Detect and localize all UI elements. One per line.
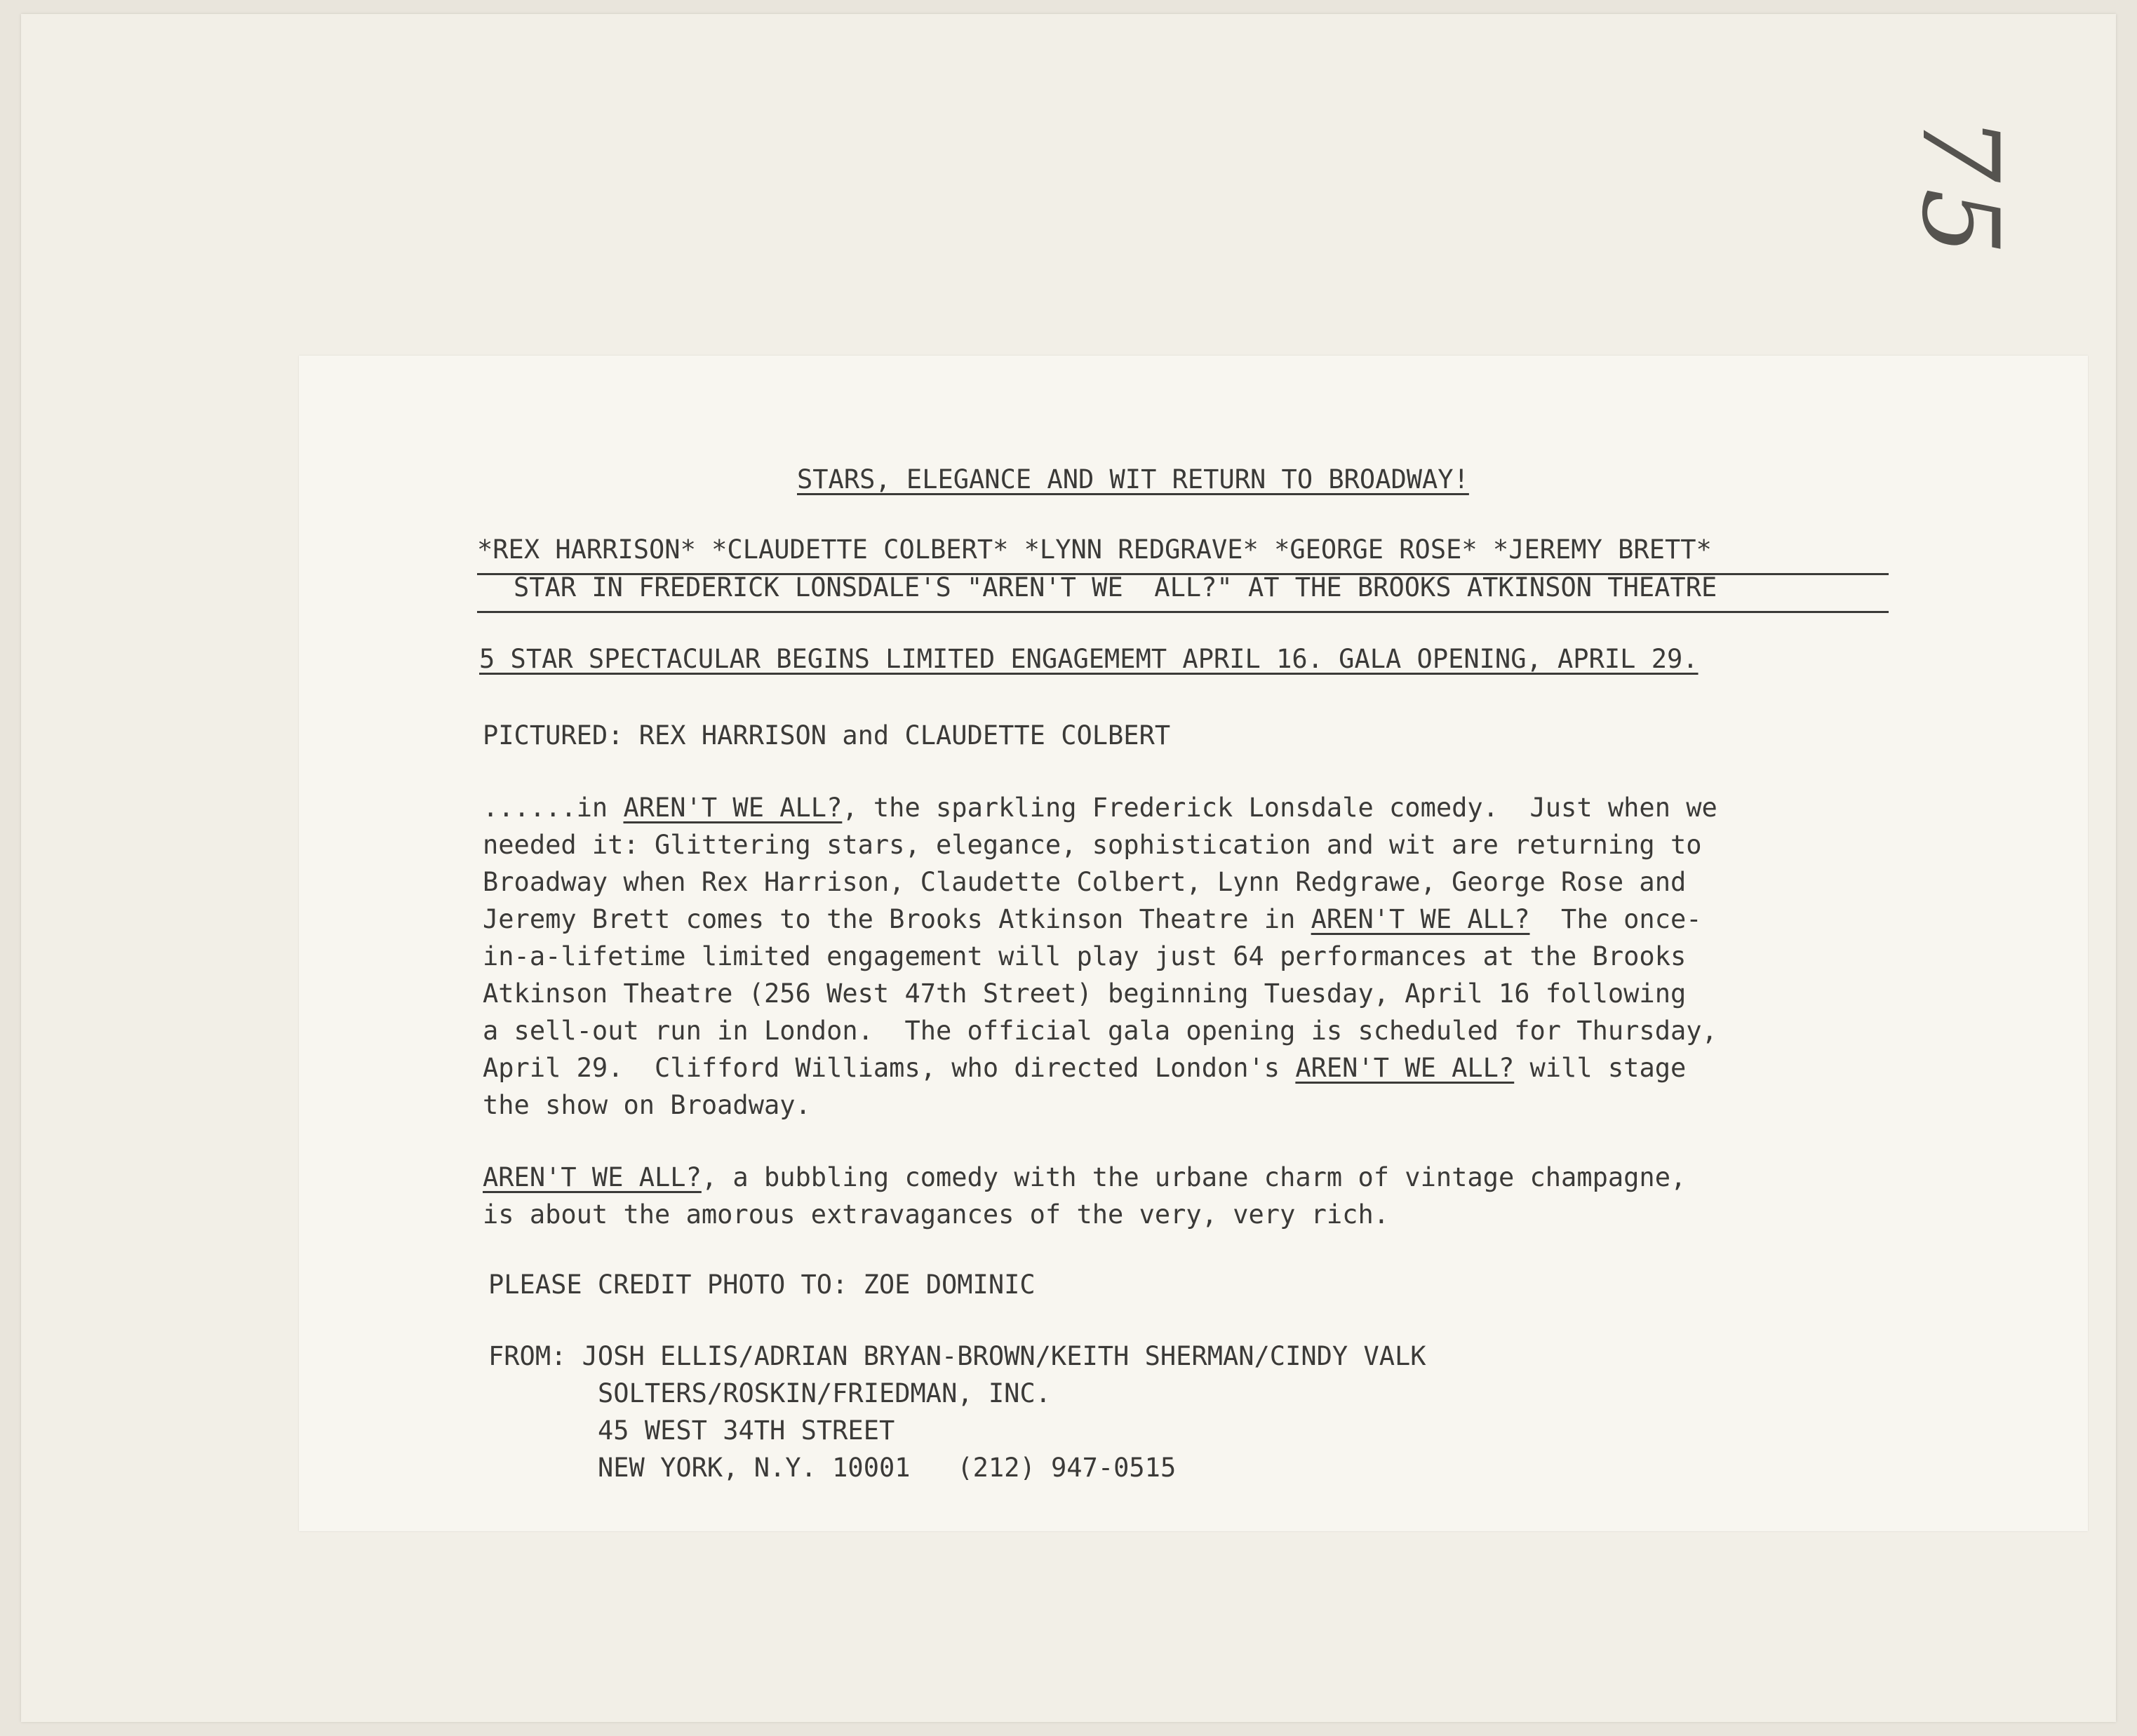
- star-in-underline: [477, 611, 1889, 613]
- play-title: AREN'T WE ALL?: [1311, 904, 1530, 934]
- para2-line-2: is about the amorous extravagances of the very, very rich.: [483, 1199, 1390, 1230]
- agency-name: SOLTERS/ROSKIN/FRIEDMAN, INC.: [598, 1378, 1052, 1408]
- body-text: The once-: [1529, 904, 1702, 934]
- street-address: 45 WEST 34TH STREET: [598, 1415, 895, 1446]
- headline: STARS, ELEGANCE AND WIT RETURN TO BROADWAY!: [797, 464, 1469, 494]
- body-line-4: [483, 901, 1702, 938]
- stars-line: *REX HARRISON* *CLAUDETTE COLBERT* *LYNN REDGRAVE* *GEORGE ROSE* *JEREMY BRETT*: [477, 534, 1712, 565]
- city-state-zip: NEW YORK, N.Y. 10001: [598, 1453, 911, 1483]
- pictured-caption: PICTURED: REX HARRISON and CLAUDETTE COLBERT: [483, 720, 1171, 751]
- body-line-8: [483, 1049, 1686, 1086]
- para2-line-1: [483, 1159, 1686, 1196]
- body-text: Jeremy Brett comes to the Brooks Atkinson Theatre in: [483, 904, 1311, 934]
- press-release-sheet: [299, 356, 2088, 1531]
- body-text: April 29. Clifford Williams, who directed London's: [483, 1053, 1296, 1083]
- body-line-2: needed it: Glittering stars, elegance, sophistication and wit are returning to: [483, 830, 1702, 860]
- city-line: [598, 1449, 1176, 1486]
- body-line-3: Broadway when Rex Harrison, Claudette Colbert, Lynn Redgrawe, George Rose and: [483, 867, 1687, 897]
- engagement-line: 5 STAR SPECTACULAR BEGINS LIMITED ENGAGEMEMT APRIL 16. GALA OPENING, APRIL 29.: [479, 644, 1699, 674]
- body-text: ......in: [483, 793, 624, 823]
- body-text: , a bubbling comedy with the urbane charm of vintage champagne,: [701, 1162, 1687, 1192]
- from-line: FROM: JOSH ELLIS/ADRIAN BRYAN-BROWN/KEITH SHERMAN/CINDY VALK: [488, 1341, 1426, 1371]
- body-text: , the sparkling Frederick Lonsdale comedy. Just when we: [842, 793, 1717, 823]
- body-line-1: [483, 789, 1717, 826]
- body-line-7: a sell-out run in London. The official gala opening is scheduled for Thursday,: [483, 1016, 1717, 1046]
- body-line-6: Atkinson Theatre (256 West 47th Street) beginning Tuesday, April 16 following: [483, 978, 1687, 1009]
- body-line-9: the show on Broadway.: [483, 1090, 811, 1120]
- body-line-5: in-a-lifetime limited engagement will play just 64 performances at the Brooks: [483, 941, 1687, 971]
- star-in-line: STAR IN FREDERICK LONSDALE'S "AREN'T WE ALL?" AT THE BROOKS ATKINSON THEATRE: [514, 572, 1717, 603]
- handwritten-number: 75: [1898, 116, 2021, 261]
- phone-number: (212) 947-0515: [957, 1453, 1177, 1483]
- play-title: AREN'T WE ALL?: [623, 793, 843, 823]
- body-text: will stage: [1514, 1053, 1687, 1083]
- play-title: AREN'T WE ALL?: [1295, 1053, 1515, 1083]
- photo-credit: PLEASE CREDIT PHOTO TO: ZOE DOMINIC: [488, 1270, 1036, 1300]
- play-title: AREN'T WE ALL?: [483, 1162, 702, 1192]
